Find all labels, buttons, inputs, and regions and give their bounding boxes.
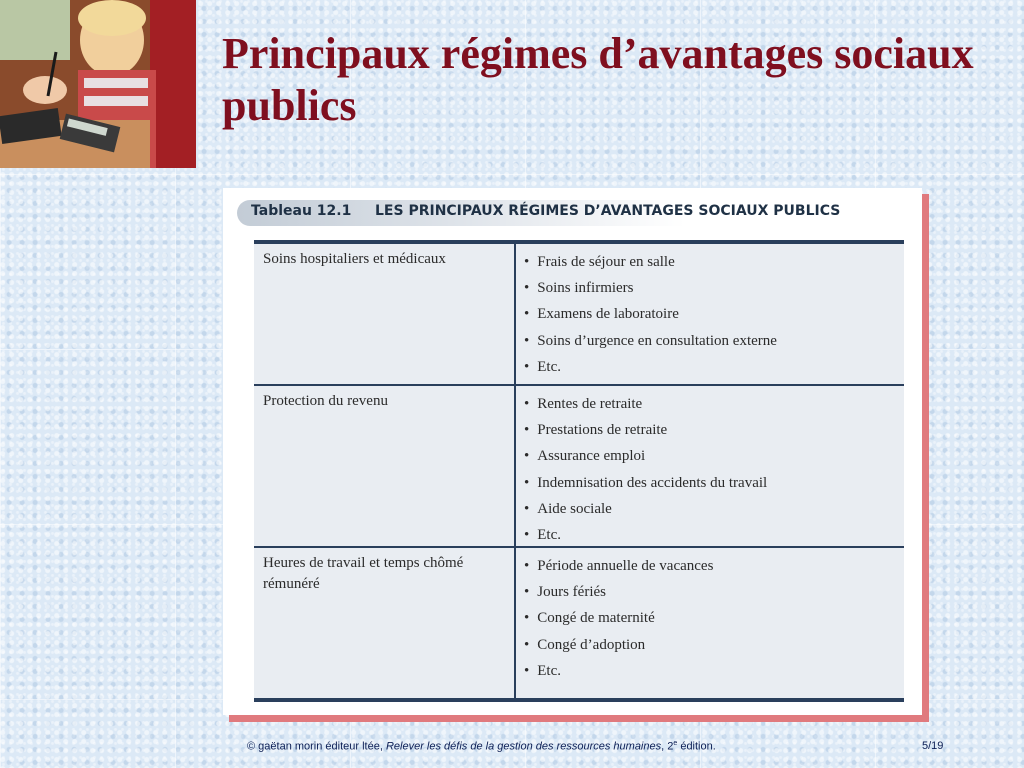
list-item: • Aide sociale bbox=[524, 496, 767, 522]
list-item: • Congé d’adoption bbox=[524, 632, 713, 658]
footer-book-title: Relever les défis de la gestion des ressources humaines bbox=[385, 740, 662, 753]
header-photo bbox=[0, 0, 196, 168]
list-item: • Soins d’urgence en consultation externe bbox=[524, 328, 777, 354]
table-row bbox=[254, 546, 904, 696]
table-row bbox=[254, 384, 904, 546]
list-item: • Prestations de retraite bbox=[524, 417, 767, 443]
row-items bbox=[524, 553, 713, 684]
list-item: • Jours fériés bbox=[524, 579, 713, 605]
footer-edition-num: , 2 bbox=[661, 740, 674, 753]
list-item: • Rentes de retraite bbox=[524, 391, 767, 417]
footer-edition-suffix: édition. bbox=[677, 740, 716, 753]
slide-title: Principaux régimes d’avantages sociaux publics bbox=[222, 29, 974, 130]
list-item: • Etc. bbox=[524, 354, 777, 380]
page-number: 5/19 bbox=[922, 740, 944, 752]
footer-credit bbox=[247, 740, 716, 753]
list-item: • Soins infirmiers bbox=[524, 275, 777, 301]
table-row bbox=[254, 244, 904, 384]
table-number: Tableau 12.1 bbox=[251, 203, 352, 219]
list-item: • Frais de séjour en salle bbox=[524, 249, 777, 275]
row-items bbox=[524, 249, 777, 380]
table-grid bbox=[254, 240, 904, 702]
footer-publisher: © gaëtan morin éditeur ltée, bbox=[247, 740, 386, 753]
row-category: Protection du revenu bbox=[263, 393, 388, 409]
row-category: Heures de travail et temps chômé rémunéré bbox=[263, 555, 464, 592]
footer-edition-sup: e bbox=[673, 740, 678, 747]
list-item: • Période annuelle de vacances bbox=[524, 553, 713, 579]
list-item: • Etc. bbox=[524, 658, 713, 684]
table-caption: LES PRINCIPAUX RÉGIMES D’AVANTAGES SOCIAUX PUBLICS bbox=[375, 203, 841, 219]
list-item: • Congé de maternité bbox=[524, 605, 713, 631]
list-item: • Assurance emploi bbox=[524, 443, 767, 469]
benefits-table bbox=[223, 188, 922, 715]
row-items bbox=[524, 391, 767, 548]
list-item: • Etc. bbox=[524, 522, 767, 548]
list-item: • Examens de laboratoire bbox=[524, 301, 777, 327]
list-item: • Indemnisation des accidents du travail bbox=[524, 470, 767, 496]
parent-child-calculator-photo bbox=[0, 0, 196, 168]
row-category: Soins hospitaliers et médicaux bbox=[263, 251, 446, 267]
